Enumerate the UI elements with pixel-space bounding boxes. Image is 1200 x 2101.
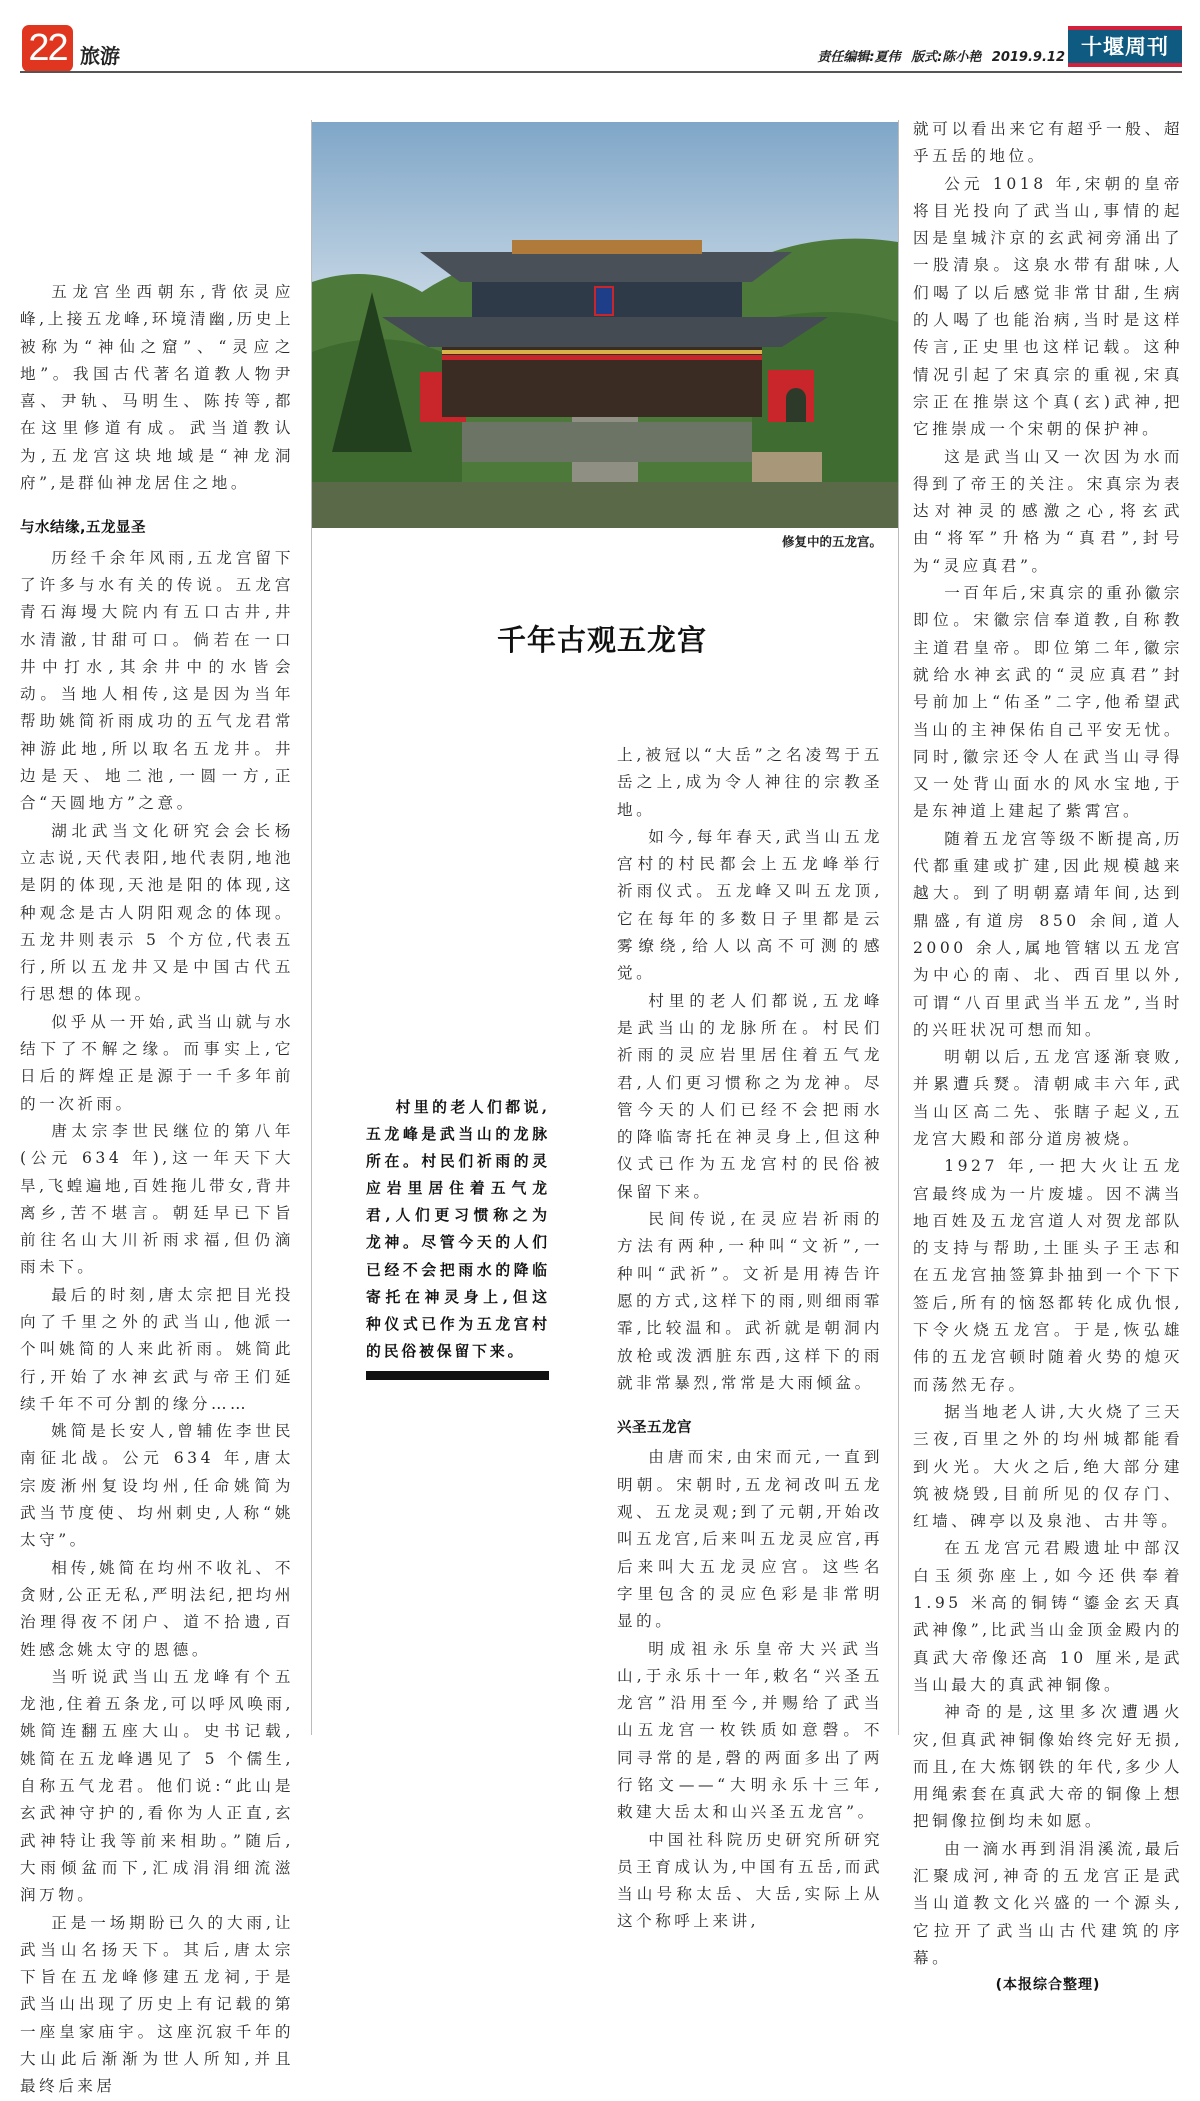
- paragraph: 1927 年,一把大火让五龙宫最终成为一片废墟。因不满当地百姓及五龙宫道人对贺龙部队的支持与帮助,土匪头子王志和在五龙宫抽签算卦抽到一个下下签后,所有的恼怒都转化成仇恨,下令火烧五龙宫。于是,恢弘雄伟的五龙宫顿时随着火势的熄灭而荡然无存。: [913, 1157, 1183, 1394]
- paragraph: 当听说武当山五龙峰有个五龙池,住着五条龙,可以呼风唤雨,姚简连翻五座大山。史书记载,姚简在五龙峰遇见了 5 个儒生,自称五气龙君。他们说:“此山是玄武神守护的,看你为人正直,玄武神特让我等前来相助。”随后,大雨倾盆而下,汇成涓涓细流滋润万物。: [20, 1667, 294, 1905]
- paragraph: 明成祖永乐皇帝大兴武当山,于永乐十一年,敕名“兴圣五龙宫”沿用至今,并赐给了武当山五龙宫一枚铁质如意磬。不同寻常的是,磬的两面多出了两行铭文——“大明永乐十三年,敕建大岳太和山兴圣五龙宫”。: [617, 1639, 883, 1822]
- paragraph: 湖北武当文化研究会会长杨立志说,天代表阳,地代表阴,地池是阴的体现,天池是阳的体现,这种观念是古人阴阳观念的体现。五龙井则表示 5 个方位,代表五行,所以五龙井又是中国古代五行思想的体现。: [20, 821, 294, 1004]
- paragraph: 村里的老人们都说,五龙峰是武当山的龙脉所在。村民们祈雨的灵应岩里居住着五气龙君,人们更习惯称之为龙神。尽管今天的人们已经不会把雨水的降临寄托在神灵身上,但这种仪式已作为五龙宫村的民俗被保留下来。: [617, 991, 883, 1201]
- paragraph: 姚简是长安人,曾辅佐李世民南征北战。公元 634 年,唐太宗废淅州复设均州,任命姚简为武当节度使、均州刺史,人称“姚太守”。: [20, 1422, 294, 1550]
- section-heading: 与水结缘,五龙显圣: [20, 520, 147, 537]
- paragraph: 上,被冠以“大岳”之名凌驾于五岳之上,成为令人神往的宗教圣地。: [617, 746, 883, 819]
- newspaper-logo: 十堰周刊: [1068, 26, 1182, 67]
- paragraph: 明朝以后,五龙宫逐渐衰败,并累遭兵燹。清朝咸丰六年,武当山区高二先、张瞎子起义,五龙宫大殿和部分道房被烧。: [913, 1048, 1183, 1148]
- paragraph: 由一滴水再到涓涓溪流,最后汇聚成河,神奇的五龙宫正是武当山道教文化兴盛的一个源头,它拉开了武当山古代建筑的序幕。: [913, 1839, 1183, 1967]
- credits: [811, 46, 1065, 65]
- temple-photo: [312, 122, 898, 528]
- paragraph: 神奇的是,这里多次遭遇火灾,但真武神铜像始终完好无损,而且,在大炼钢铁的年代,多少人用绳索套在真武大帝的铜像上想把铜像拉倒均未如愿。: [913, 1703, 1183, 1831]
- paragraph: 民间传说,在灵应岩祈雨的方法有两种,一种叫“文祈”,一种叫“武祈”。文祈是用祷告许愿的方式,这样下的雨,则细雨霏霏,比较温和。武祈就是朝洞内放枪或泼洒脏东西,这样下的雨就非常暴烈,常常是大雨倾盆。: [617, 1210, 883, 1392]
- paragraph: 在五龙宫元君殿遗址中部汉白玉须弥座上,如今还供奉着 1.95 米高的铜铸“鎏金玄天真武神像”,比武当山金顶金殿内的真武大帝像还高 10 厘米,是武当山最大的真武神铜像。: [913, 1539, 1183, 1694]
- column-divider: [898, 120, 899, 1735]
- article-column-left: [20, 279, 294, 2101]
- paragraph: 中国社科院历史研究所研究员王育成认为,中国有五岳,而武当山号称太岳、大岳,实际上从这个称呼上来讲,: [617, 1830, 883, 1931]
- issue-date: 2019.9.12: [991, 50, 1065, 65]
- article-column-right: [913, 116, 1183, 1999]
- paragraph: 相传,姚简在均州不收礼、不贪财,公正无私,严明法纪,把均州治理得夜不闭户、道不拾遗,百姓感念姚太守的恩德。: [20, 1558, 294, 1659]
- article-title: 千年古观五龙宫: [497, 623, 708, 657]
- source-note: (本报综合整理): [995, 1977, 1101, 1994]
- page-number-badge: 22: [22, 25, 73, 72]
- paragraph: 历经千余年风雨,五龙宫留下了许多与水有关的传说。五龙宫青石海墁大院内有五口古井,井水清澈,甘甜可口。倘若在一口井中打水,其余井中的水皆会动。当地人相传,这是因为当年帮助姚简祈雨成功的五气龙君常神游此地,所以取名五龙井。井边是天、地二池,一圆一方,正合“天圆地方”之意。: [20, 548, 294, 813]
- pull-quote-bar: [366, 1371, 549, 1380]
- photo-caption: 修复中的五龙宫。: [781, 534, 882, 549]
- section-heading: 兴圣五龙宫: [617, 1420, 692, 1437]
- paragraph: 由唐而宋,由宋而元,一直到明朝。宋朝时,五龙祠改叫五龙观、五龙灵观;到了元朝,开始改叫五龙宫,后来叫五龙灵应宫,再后来叫大五龙灵应宫。这些名字里包含的灵应色彩是非常明显的。: [617, 1448, 883, 1631]
- editor-credit: 责任编辑:夏伟: [817, 50, 901, 65]
- paragraph: 据当地老人讲,大火烧了三天三夜,百里之外的均州城都能看到火光。大火之后,绝大部分建筑被烧毁,目前所见的仅存门、红墙、碑亭以及泉池、古井等。: [913, 1402, 1183, 1531]
- paragraph: 随着五龙宫等级不断提高,历代都重建或扩建,因此规模越来越大。到了明朝嘉靖年间,达到鼎盛,有道房 850 余间,道人 2000 余人,属地管辖以五龙宫为中心的南、北、西百里以外,可谓“八百里武当半五龙”,当时的兴旺状况可想而知。: [913, 829, 1183, 1039]
- paragraph: 似乎从一开始,武当山就与水结下了不解之缘。而事实上,它日后的辉煌正是源于一千多年前的一次祈雨。: [20, 1012, 294, 1113]
- article-column-middle: [617, 742, 883, 1936]
- paragraph: 唐太宗李世民继位的第八年 (公元 634 年),这一年天下大旱,飞蝗遍地,百姓拖儿带女,背井离乡,苦不堪言。朝廷早已下旨前往名山大川祈雨求福,但仍滴雨未下。: [20, 1121, 294, 1277]
- section-name: 旅游: [80, 44, 120, 68]
- pull-quote: 村里的老人们都说,五龙峰是武当山的龙脉所在。村民们祈雨的灵应岩里居住着五气龙君,人们更习惯称之为龙神。尽管今天的人们已经不会把雨水的降临寄托在神灵身上,但这种仪式已作为五龙宫村的民俗被保留下来。: [366, 1099, 550, 1360]
- paragraph: 这是武当山又一次因为水而得到了帝王的关注。宋真宗为表达对神灵的感激之心,将玄武由“将军”升格为“真君”,封号为“灵应真君”。: [913, 447, 1183, 575]
- paragraph: 最后的时刻,唐太宗把目光投向了千里之外的武当山,他派一个叫姚简的人来此祈雨。姚简此行,开始了水神玄武与帝王们延续千年不可分割的缘分……: [20, 1285, 294, 1413]
- paragraph: 就可以看出来它有超乎一般、超乎五岳的地位。: [913, 120, 1183, 166]
- paragraph: 正是一场期盼已久的大雨,让武当山名扬天下。其后,唐太宗下旨在五龙峰修建五龙祠,于是武当山出现了历史上有记载的第一座皇家庙宇。这座沉寂千年的大山此后渐渐为世人所知,并且最终后来居: [20, 1913, 294, 2096]
- layout-credit: 版式:陈小艳: [911, 50, 982, 65]
- paragraph: 公元 1018 年,宋朝的皇帝将目光投向了武当山,事情的起因是皇城汴京的玄武祠旁涌出了一股清泉。这泉水带有甜味,人们喝了以后感觉非常甘甜,生病的人喝了也能治病,当时是这样传言,正史里也这样记载。这种情况引起了宋真宗的重视,宋真宗正在推崇这个真(玄)武神,把它推崇成一个宋朝的保护神。: [913, 174, 1183, 439]
- pull-quote-box: [366, 1094, 550, 1380]
- paragraph: 五龙宫坐西朝东,背依灵应峰,上接五龙峰,环境清幽,历史上被称为“神仙之窟”、“灵应之地”。我国古代著名道教人物尹喜、尹轨、马明生、陈抟等,都在这里修道有成。武当道教认为,五龙宫这块地域是“神龙洞府”,是群仙神龙居住之地。: [20, 283, 294, 493]
- paragraph: 如今,每年春天,武当山五龙宫村的村民都会上五龙峰举行祈雨仪式。五龙峰又叫五龙顶,它在每年的多数日子里都是云雾缭绕,给人以高不可测的感觉。: [617, 827, 883, 983]
- paragraph: 一百年后,宋真宗的重孙徽宗即位。宋徽宗信奉道教,自称教主道君皇帝。即位第二年,徽宗就给水神玄武的“灵应真君”封号前加上“佑圣”二字,他希望武当山的主神保佑自己平安无忧。同时,徽宗还令人在武当山寻得又一处背山面水的风水宝地,于是东神道上建起了紫霄宫。: [913, 584, 1183, 821]
- header-rule: [20, 71, 1182, 73]
